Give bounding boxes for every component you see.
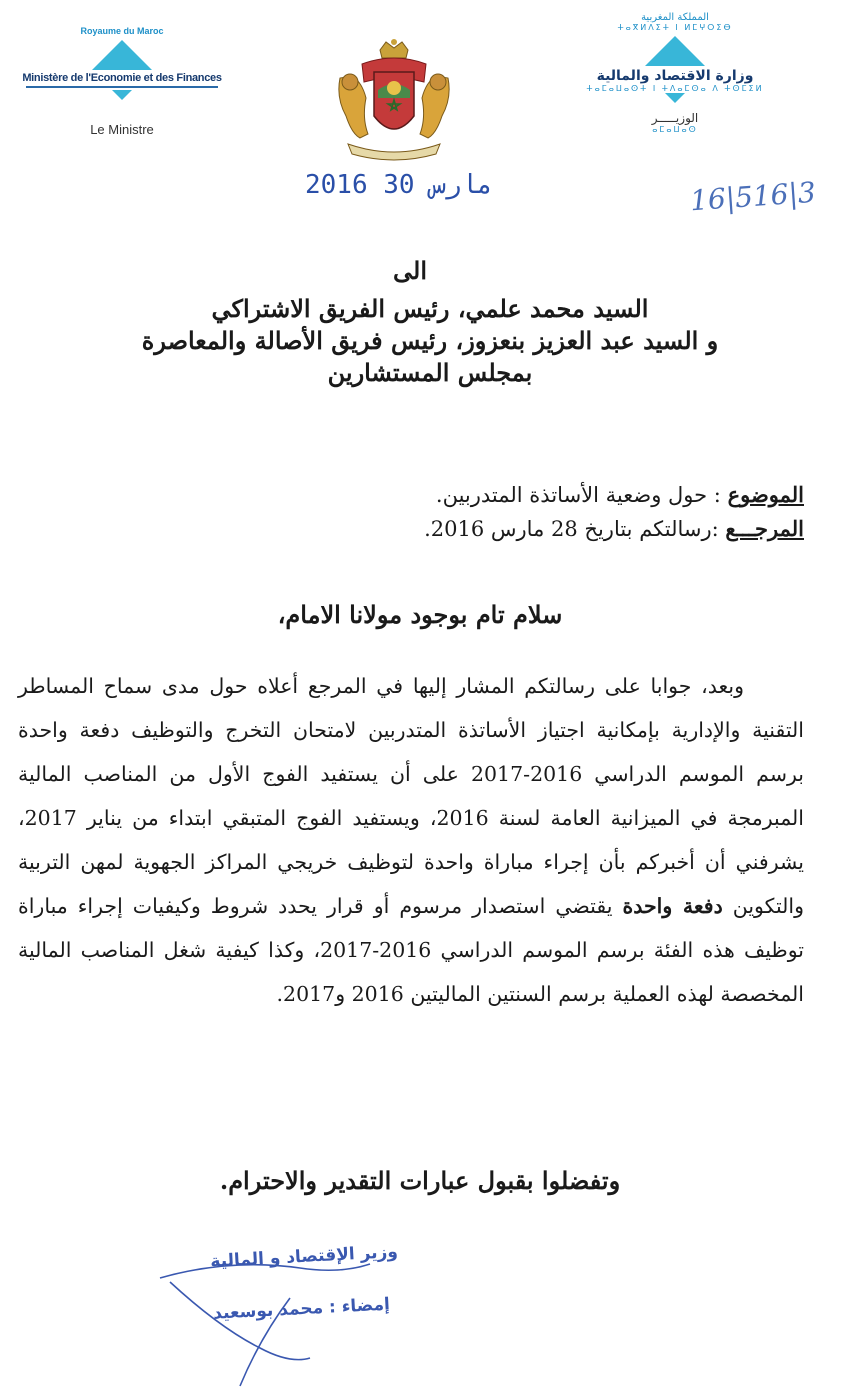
body-paragraph <box>18 664 804 1016</box>
minister-label-fr: Le Ministre <box>90 122 154 137</box>
addressee-line-1: السيد محمد علمي، رئيس الفريق الاشتراكي <box>211 294 649 323</box>
addressee-line-2: و السيد عبد العزيز بنعزوز، رئيس فريق الأصالة والمعاصرة <box>141 326 719 355</box>
french-ministry-logo <box>22 26 222 137</box>
triangle-logo-icon <box>92 40 152 70</box>
ministry-label-tifinagh: ⵜⴰⵎⴰⵡⴰⵙⵜ ⵏ ⵜⴷⴰⵎⵙⴰ ⴷ ⵜⵙⵎⵉⵍ <box>586 84 764 93</box>
minister-label-tifinagh: ⴰⵎⴰⵡⴰⵙ <box>652 125 698 134</box>
body-bold-phrase: دفعة واحدة <box>622 894 723 918</box>
handwritten-reference: 16|516|3 <box>689 175 817 218</box>
ministry-label-ar: وزارة الاقتصاد والمالية <box>596 68 754 84</box>
signature-name: إمضاء : محمد بوسعيد <box>212 1294 391 1324</box>
addressee-line-3: بمجلس المستشارين <box>327 358 533 387</box>
reference-line <box>330 512 804 546</box>
kingdom-label-tifinagh: ⵜⴰⴳⵍⴷⵉⵜ ⵏ ⵍⵎⵖⵔⵉⴱ <box>617 23 733 32</box>
triangle-logo-icon-ar <box>645 36 705 66</box>
letter-body <box>18 664 804 1016</box>
kingdom-label-fr: Royaume du Maroc <box>80 26 164 36</box>
subject-label: الموضوع <box>727 482 804 507</box>
logo-divider <box>26 86 218 88</box>
addressee-block <box>80 255 780 389</box>
arabic-ministry-logo <box>580 12 770 134</box>
body-part-1: وبعد، جوابا على رسالتكم المشار إليها في المرجع أعلاه حول مدى سماح المساطر التقنية والإدارية بإمكانية اجتياز الأساتذة المتدربين لامتحان التخرج والتوظيف دفعة واحدة برسم الموسم الدراسي 2016-2017 على أن يستفيد الفوج الأول من المناصب المالية المبرمجة في الميزانية العامة لسنة 2016، ويستفيد الفوج المتبقي ابتداء من يناير 2017، يشرفني أن أخبركم بأن إجراء مباراة واحدة لتوظيف خريجي المراكز الجهوية لمهن التربية والتكوين <box>18 674 805 918</box>
subject-text: : حول وضعية الأساتذة المتدربين. <box>435 483 721 507</box>
subject-line <box>330 478 804 512</box>
royal-emblem-icon <box>332 38 456 168</box>
reference-text: :رسالتكم بتاريخ 28 مارس 2016. <box>424 517 719 541</box>
triangle-pointer-icon-ar <box>665 93 685 103</box>
closing-formula: وتفضلوا بقبول عبارات التقدير والاحترام. <box>219 1166 621 1195</box>
date-stamp: 2016 مارس 30 <box>305 170 493 200</box>
subject-block <box>330 478 804 546</box>
signature-title: وزير الإقتصاد و المالية <box>209 1241 399 1272</box>
kingdom-label-ar: المملكة المغربية <box>641 12 709 23</box>
reference-label: المرجـــع <box>725 516 804 541</box>
minister-label-ar: الوزيـــــر <box>651 111 699 125</box>
greeting: سلام تام بوجود مولانا الامام، <box>277 600 563 629</box>
triangle-pointer-icon <box>112 90 132 100</box>
body-part-2: يقتضي استصدار مرسوم أو قرار يحدد شروط وكيفيات إجراء مباراة توظيف هذه الفئة برسم الموسم الدراسي 2016-2017، وكذا كيفية شغل المناصب المالية المخصصة لهذه العملية برسم السنتين الماليتين 2016 و2017. <box>18 894 804 1006</box>
addressee-to: الى <box>393 256 427 285</box>
ministry-label-fr: Ministère de l'Economie et des Finances <box>22 72 222 84</box>
